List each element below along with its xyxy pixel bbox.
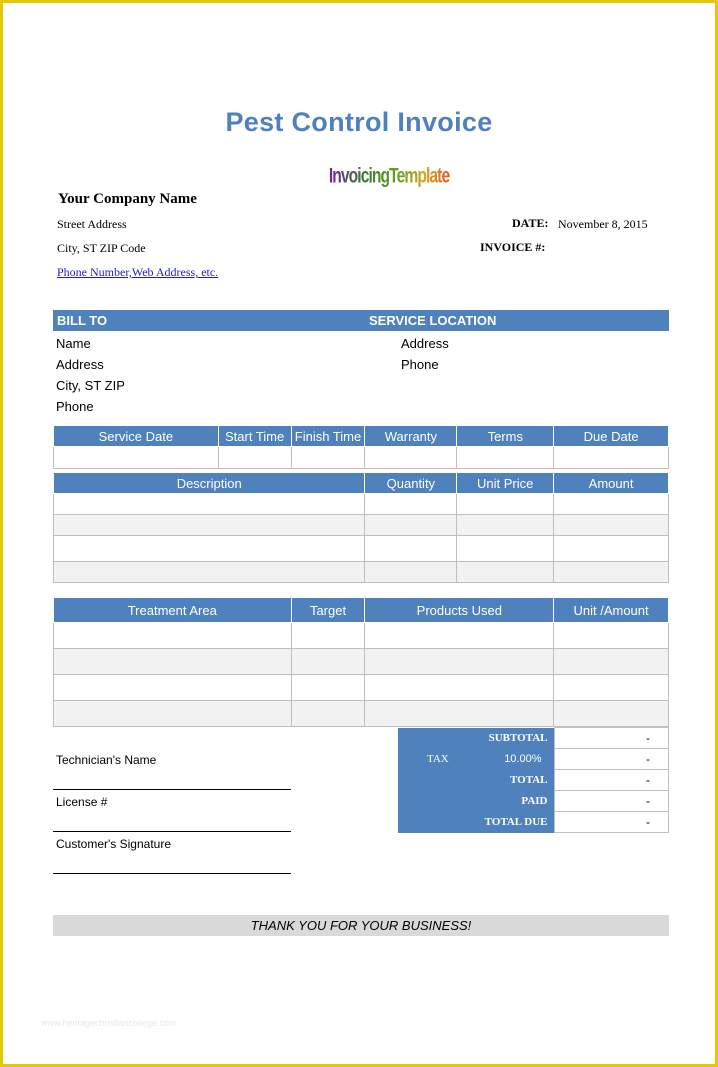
col-unit-amount: Unit /Amount [554, 598, 669, 623]
table-row [54, 675, 669, 701]
table-row [54, 447, 669, 469]
table-cell[interactable] [554, 536, 669, 562]
subtotal-label: SUBTOTAL [398, 728, 554, 749]
table-cell[interactable] [365, 562, 457, 583]
tax-value: - [554, 749, 669, 770]
license-field[interactable] [53, 795, 291, 832]
table-row [54, 494, 669, 515]
table-cell[interactable] [54, 494, 365, 515]
table-cell[interactable] [457, 515, 554, 536]
table-cell[interactable] [554, 494, 669, 515]
table-cell[interactable] [291, 447, 365, 469]
table-cell[interactable] [365, 515, 457, 536]
table-cell[interactable] [291, 675, 365, 701]
table-cell[interactable] [54, 675, 292, 701]
table-cell[interactable] [554, 562, 669, 583]
bill-to-header: BILL TO [57, 313, 108, 328]
table-cell[interactable] [365, 447, 457, 469]
table-cell[interactable] [54, 536, 365, 562]
table-cell[interactable] [554, 447, 669, 469]
table-cell[interactable] [365, 536, 457, 562]
table-cell[interactable] [457, 447, 554, 469]
table-cell[interactable] [554, 623, 669, 649]
table-cell[interactable] [54, 447, 219, 469]
company-city: City, ST ZIP Code [57, 241, 146, 255]
table-cell[interactable] [54, 649, 292, 675]
service-table [53, 425, 669, 469]
col-finish-time: Finish Time [291, 426, 365, 447]
table-row [54, 536, 669, 562]
table-cell[interactable] [218, 447, 291, 469]
paid-label: PAID [398, 791, 554, 812]
col-quantity: Quantity [365, 473, 457, 494]
bill-to-name[interactable]: Name [56, 336, 91, 351]
col-target: Target [291, 598, 365, 623]
svg-text:InvoicingTemplate: InvoicingTemplate [328, 163, 450, 188]
totals-table [398, 727, 669, 833]
technician-name-field[interactable] [53, 753, 291, 790]
bill-to-phone[interactable]: Phone [56, 399, 94, 414]
table-cell[interactable] [54, 562, 365, 583]
tax-label: TAX [427, 752, 449, 765]
table-cell[interactable] [291, 649, 365, 675]
table-cell[interactable] [54, 623, 292, 649]
bill-to-address[interactable]: Address [56, 357, 104, 372]
col-treatment-area: Treatment Area [54, 598, 292, 623]
table-cell[interactable] [54, 701, 292, 727]
total-label: TOTAL [398, 770, 554, 791]
tax-rate[interactable]: 10.00% [504, 753, 542, 765]
col-warranty: Warranty [365, 426, 457, 447]
col-products-used: Products Used [365, 598, 554, 623]
date-value: November 8, 2015 [558, 217, 648, 231]
paid-value[interactable]: - [554, 791, 669, 812]
table-cell[interactable] [554, 675, 669, 701]
total-due-label: TOTAL DUE [398, 812, 554, 833]
company-street: Street Address [57, 217, 127, 231]
table-cell[interactable] [457, 536, 554, 562]
customer-signature-label: Customer's Signature [56, 837, 172, 851]
col-start-time: Start Time [218, 426, 291, 447]
item-table [53, 472, 669, 583]
company-name: Your Company Name [58, 191, 197, 207]
col-description: Description [54, 473, 365, 494]
table-cell[interactable] [291, 701, 365, 727]
treatment-table [53, 597, 669, 727]
table-cell[interactable] [365, 494, 457, 515]
date-label: DATE: [512, 216, 549, 230]
table-cell[interactable] [365, 623, 554, 649]
bill-to-header-bar [53, 310, 669, 331]
table-cell[interactable] [554, 649, 669, 675]
table-cell[interactable] [554, 515, 669, 536]
subtotal-value: - [554, 728, 669, 749]
table-row [54, 623, 669, 649]
service-location-phone[interactable]: Phone [401, 357, 439, 372]
table-row [54, 701, 669, 727]
col-terms: Terms [457, 426, 554, 447]
table-cell[interactable] [365, 649, 554, 675]
total-value: - [554, 770, 669, 791]
technician-name-label: Technician's Name [56, 753, 157, 767]
table-cell[interactable] [365, 675, 554, 701]
col-unit-price: Unit Price [457, 473, 554, 494]
table-cell[interactable] [457, 562, 554, 583]
table-row [54, 562, 669, 583]
service-location-header: SERVICE LOCATION [369, 313, 497, 328]
col-amount: Amount [554, 473, 669, 494]
col-service-date: Service Date [54, 426, 219, 447]
table-cell[interactable] [457, 494, 554, 515]
table-cell[interactable] [54, 515, 365, 536]
page-title: Pest Control Invoice [225, 107, 493, 137]
table-row [54, 649, 669, 675]
table-cell[interactable] [291, 623, 365, 649]
bill-to-city[interactable]: City, ST ZIP [56, 378, 125, 393]
tax-label-cell [398, 749, 554, 770]
thank-you-banner: THANK YOU FOR YOUR BUSINESS! [53, 915, 669, 936]
license-label: License # [56, 795, 108, 809]
invoice-number-label: INVOICE #: [480, 240, 546, 254]
table-cell[interactable] [365, 701, 554, 727]
watermark: www.heritagechristiancollege.com [41, 1018, 177, 1028]
service-location-address[interactable]: Address [401, 336, 449, 351]
invoicing-template-logo [327, 159, 450, 195]
col-due-date: Due Date [554, 426, 669, 447]
table-row [54, 515, 669, 536]
company-contact-link[interactable]: Phone Number,Web Address, etc. [57, 265, 219, 279]
total-due-value: - [554, 812, 669, 833]
table-cell[interactable] [554, 701, 669, 727]
customer-signature-field[interactable] [53, 837, 291, 874]
